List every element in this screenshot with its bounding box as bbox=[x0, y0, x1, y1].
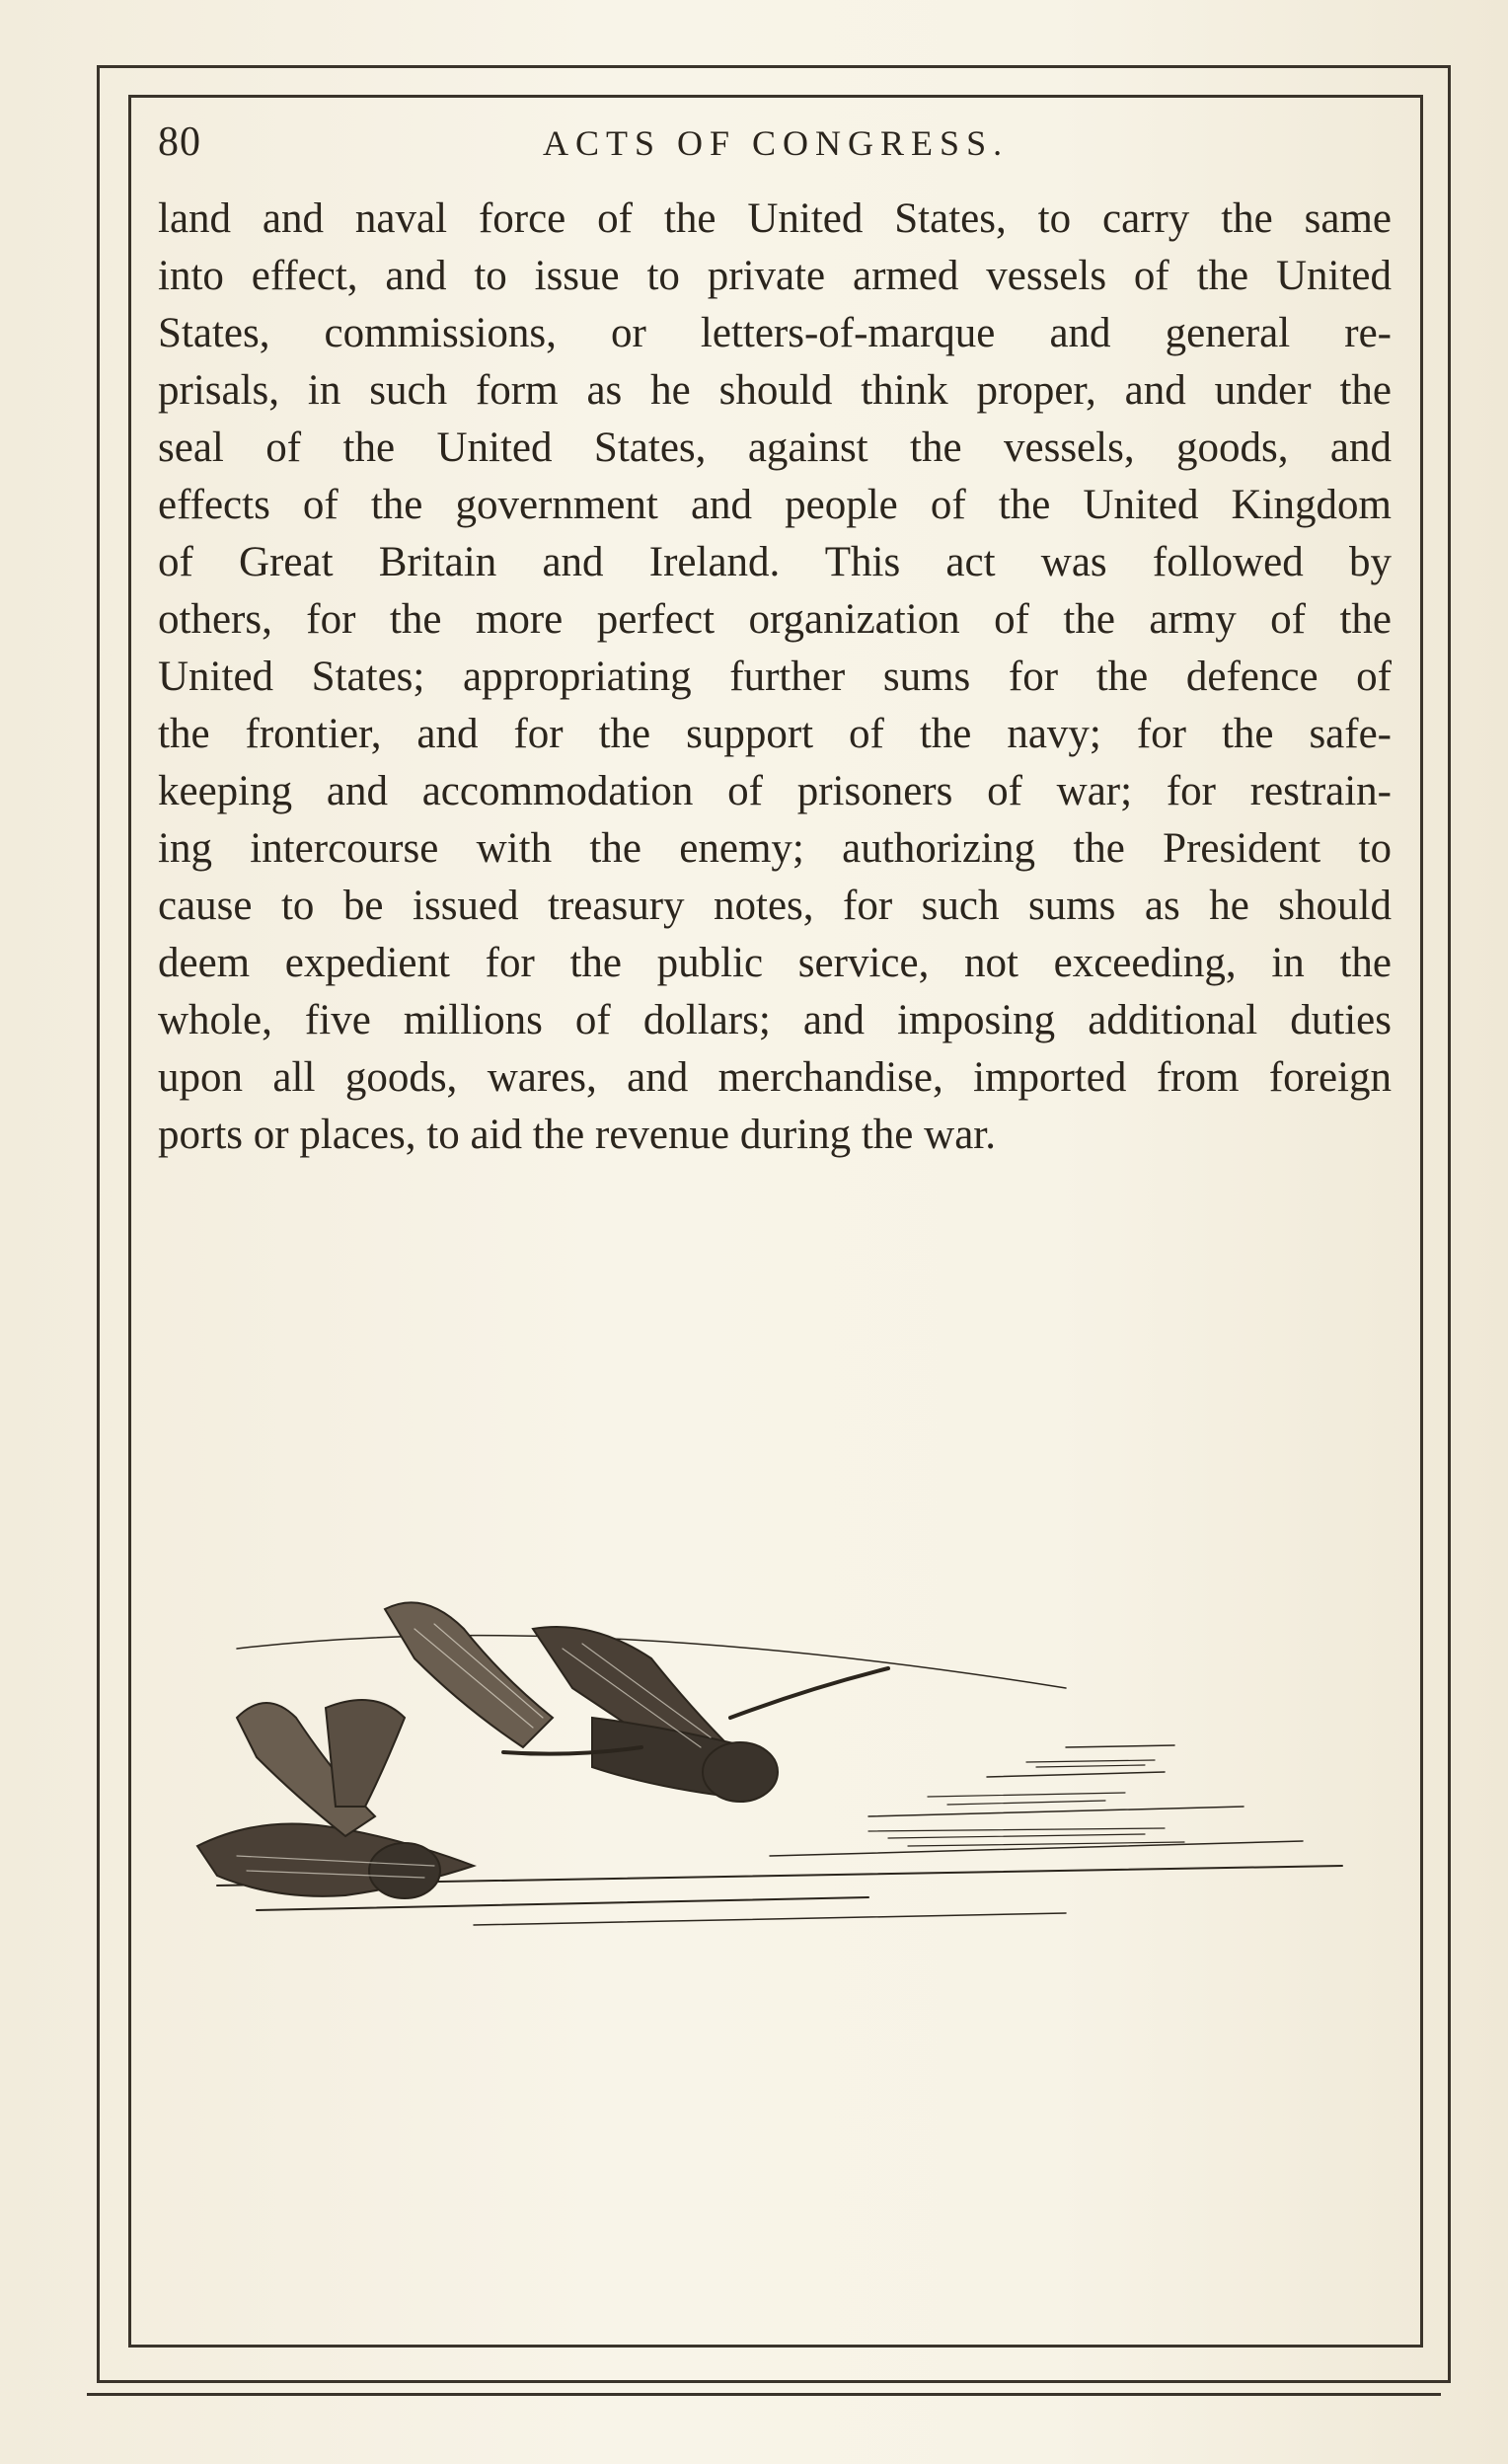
text-line: land and naval force of the United States, to carry the same bbox=[158, 195, 1392, 242]
bottom-rule bbox=[87, 2393, 1441, 2396]
text-line: upon all goods, wares, and merchandise, imported from foreign bbox=[158, 1054, 1392, 1101]
text-line: the frontier, and for the support of the navy; for the safe- bbox=[158, 711, 1392, 757]
text-line: keeping and accommodation of prisoners of war; for restrain- bbox=[158, 768, 1392, 814]
text-line: into effect, and to issue to private armed vessels of the United bbox=[158, 253, 1392, 299]
text-line: States, commissions, or letters-of-marque and general re- bbox=[158, 310, 1392, 356]
text-line: ing intercourse with the enemy; authorizing the President to bbox=[158, 825, 1392, 872]
running-head: ACTS OF CONGRESS. bbox=[543, 123, 1010, 163]
text-line: effects of the government and people of the United Kingdom bbox=[158, 482, 1392, 528]
text-line: seal of the United States, against the vessels, goods, and bbox=[158, 424, 1392, 471]
text-line: prisals, in such form as he should think proper, and under the bbox=[158, 367, 1392, 414]
text-line: deem expedient for the public service, not exceeding, in the bbox=[158, 940, 1392, 986]
text-line: whole, five millions of dollars; and imposing additional duties bbox=[158, 997, 1392, 1043]
text-line: others, for the more perfect organization of the army of the bbox=[158, 596, 1392, 643]
fallen-soldiers-engraving-icon bbox=[178, 1570, 1362, 1955]
text-line: of Great Britain and Ireland. This act was followed by bbox=[158, 539, 1392, 585]
text-line: United States; appropriating further sums for the defence of bbox=[158, 654, 1392, 700]
page-number: 80 bbox=[158, 119, 201, 165]
text-line: ports or places, to aid the revenue during the war. bbox=[158, 1112, 996, 1158]
text-line: cause to be issued treasury notes, for such sums as he should bbox=[158, 883, 1392, 929]
body-text bbox=[158, 191, 1392, 1164]
